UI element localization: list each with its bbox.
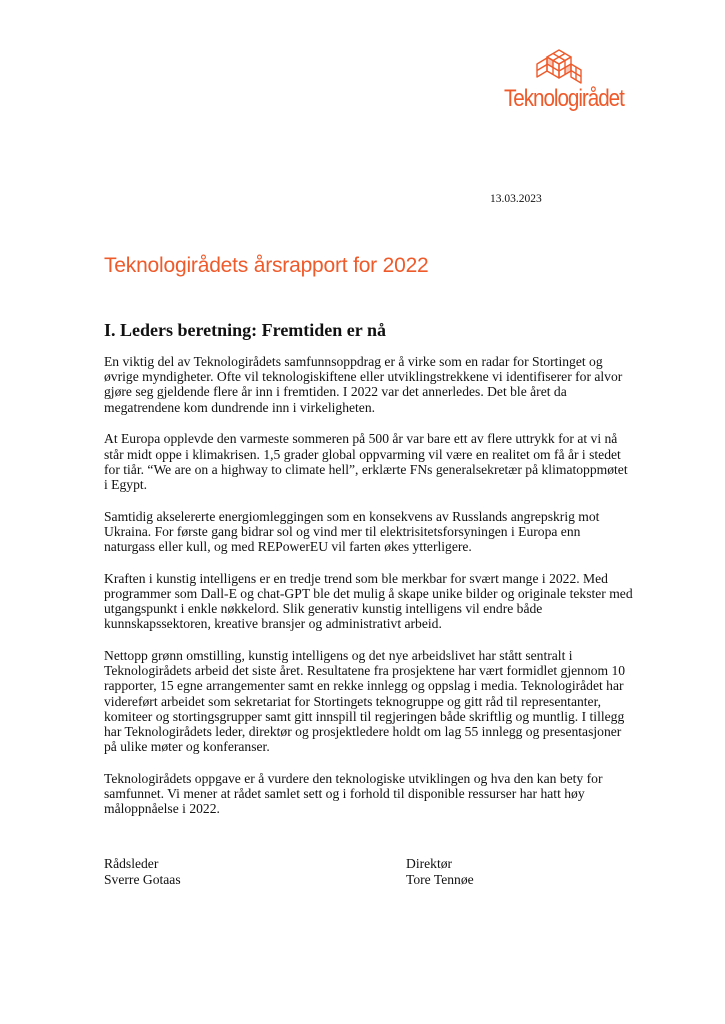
signature-name: Tore Tennøe xyxy=(406,871,474,887)
signature-left xyxy=(104,856,181,887)
paragraph: En viktig del av Teknologirådets samfunnsoppdrag er å virke som en radar for Stortinget og øvrige myndigheter. Ofte vil teknologiskiftene eller utviklingstrekkene vi identifiserer for alvor gjøre seg gjeldende flere år inn i fremtiden. I 2022 var det annerledes. Det ble året da megatrendene kom dundrende inn i virkeligheten. xyxy=(104,354,623,415)
signature-right xyxy=(406,856,474,887)
signature-name: Sverre Gotaas xyxy=(104,871,181,887)
page-title: Teknologirådets årsrapport for 2022 xyxy=(104,254,429,277)
signature-block xyxy=(104,856,624,892)
body-text xyxy=(104,354,634,833)
logo-wordmark: Teknologirådet xyxy=(504,85,624,112)
isometric-cube-lattice-icon xyxy=(536,48,582,86)
paragraph: Samtidig akselererte energiomleggingen som en konsekvens av Russlands angrepskrig mot Ukraina. For første gang bidrar sol og vind mer til elektrisitetsforsyningen i Europa enn naturgass eller kull, og med REPowerEU vil farten økes ytterligere. xyxy=(104,508,600,555)
document-date: 13.03.2023 xyxy=(490,193,542,205)
signature-role: Rådsleder xyxy=(104,856,159,871)
paragraph: Teknologirådets oppgave er å vurdere den teknologiske utviklingen og hva den kan bety for samfunnet. Vi mener at rådet samlet sett og i forhold til disponible ressurser har hatt høy måloppnåelse i 2022. xyxy=(104,770,603,817)
signature-role: Direktør xyxy=(406,856,453,871)
paragraph: Nettopp grønn omstilling, kunstig intelligens og det nye arbeidslivet har stått sentralt i Teknologirådets arbeid det siste året. Resultatene fra prosjektene har vært formidlet gjennom 10 rapporter, 15 egne arrangementer samt en rekke innlegg og oppslag i media. Teknologirådet har videreført arbeidet som sekretariat for Stortingets teknogruppe og gitt råd til representanter, komiteer og stortingsgrupper samt gitt innspill til regjeringen både skriftlig og muntlig. I tillegg har Teknologirådets leder, direktør og prosjektledere holdt om lag 55 innlegg og presentasjoner på ulike møter og konferanser. xyxy=(104,648,626,755)
teknologiradet-logo xyxy=(502,48,626,120)
section-heading: I. Leders beretning: Fremtiden er nå xyxy=(104,320,386,340)
paragraph: Kraften i kunstig intelligens er en tredje trend som ble merkbar for svært mange i 2022. Med programmer som Dall-E og chat-GPT ble det mulig å skape unike bilder og originale tekster med utgangspunkt i enkle nøkkelord. Slik generativ kunstig intelligens vil endre både kunnskapssektoren, kreative bransjer og administrativt arbeid. xyxy=(104,570,633,632)
paragraph: At Europa opplevde den varmeste sommeren på 500 år var bare ett av flere uttrykk for at vi nå står midt oppe i klimakrisen. 1,5 grader global oppvarming vil være en realitet om få år i stedet for tiår. “We are on a highway to climate hell”, erklærte FNs generalsekretær på klimatoppmøtet i Egypt. xyxy=(104,431,628,492)
